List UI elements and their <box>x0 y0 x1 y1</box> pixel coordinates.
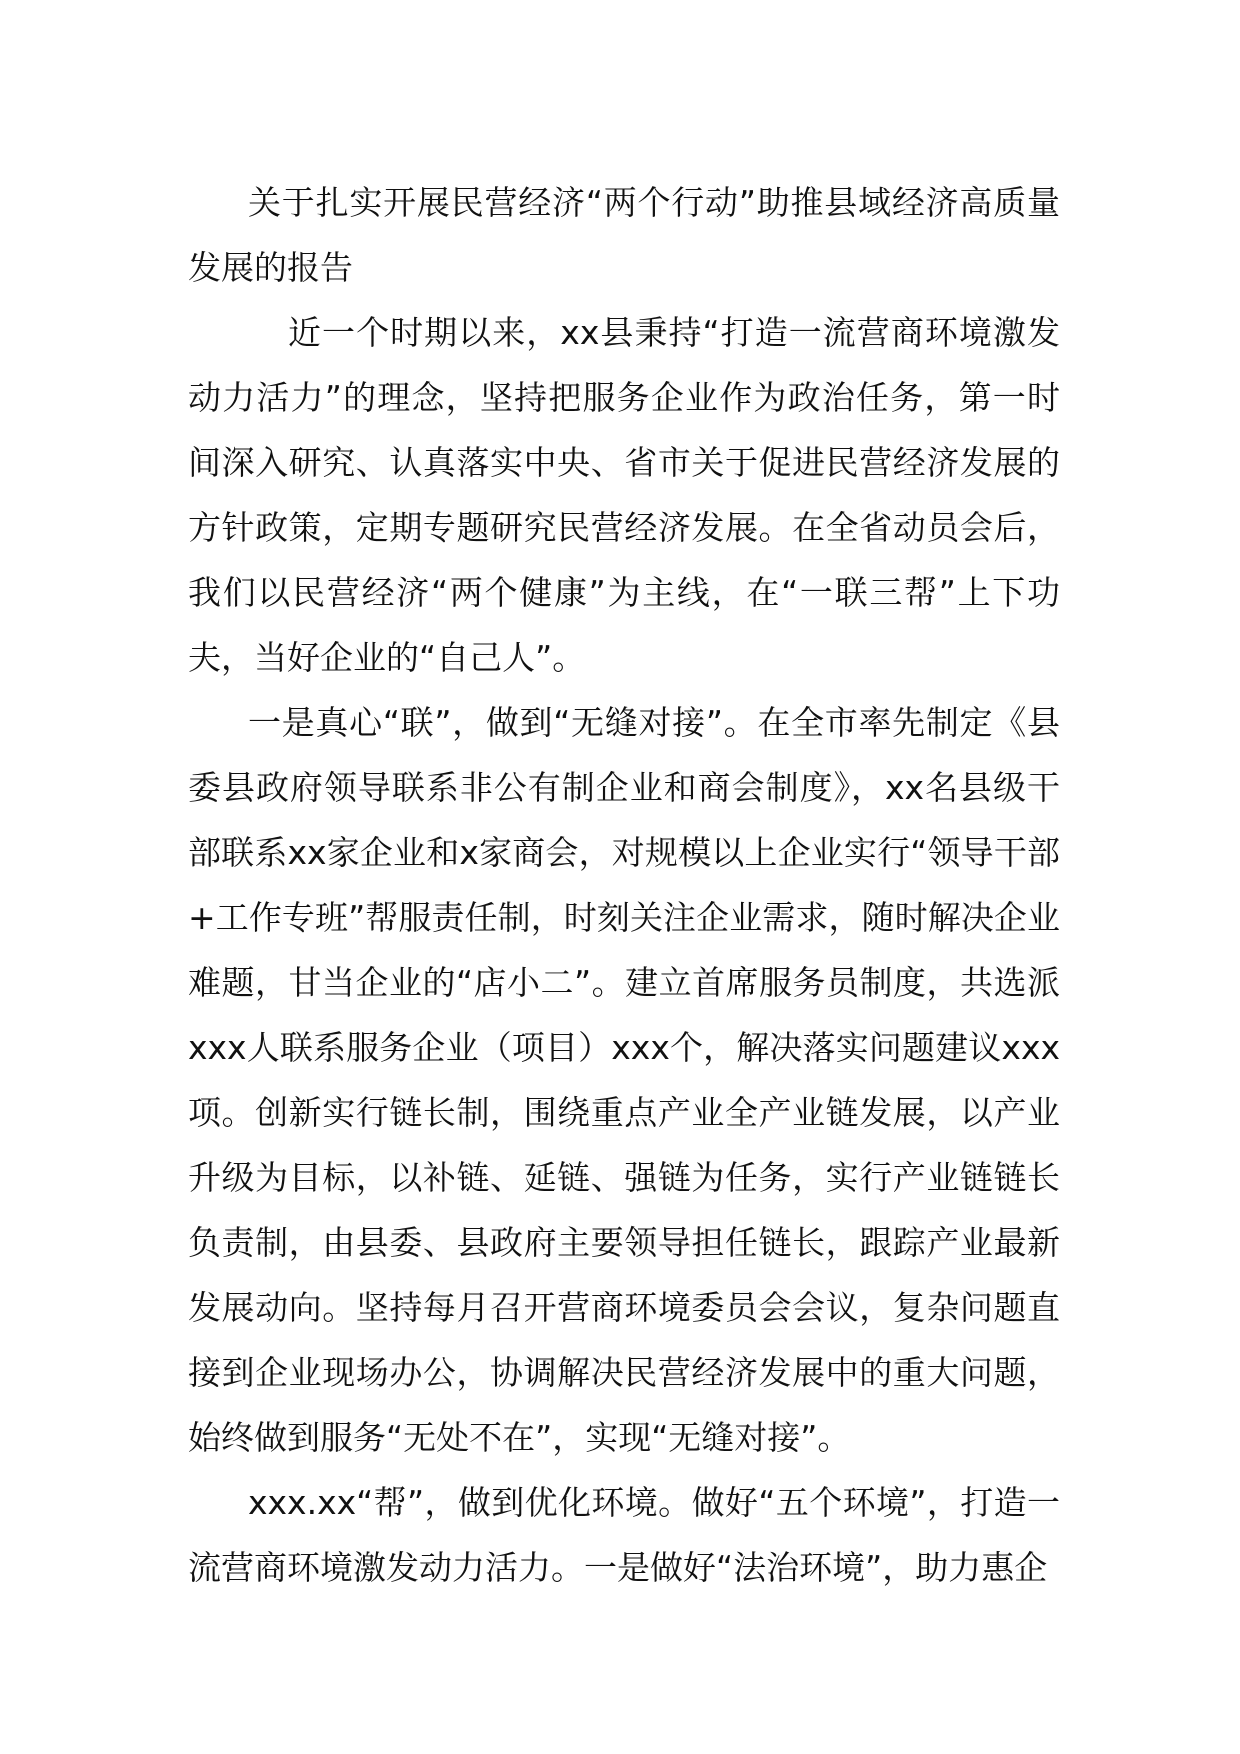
paragraph-intro: 近一个时期以来，xx县秉持“打造一流营商环境激发动力活力”的理念，坚持把服务企业作为政治任务，第一时间深入研究、认真落实中央、省市关于促进民营经济发展的方针政策，定期专题研究民营经济发展。在全省动员会后，我们以民营经济“两个健康”为主线，在“一联三帮”上下功夫，当好企业的“自己人”。 <box>188 313 1060 677</box>
document-title: 关于扎实开展民营经济“两个行动”助推县域经济高质量发展的报告 <box>188 183 1060 287</box>
document-body <box>188 170 1060 1600</box>
paragraph-bang: xxx.xx“帮”，做到优化环境。做好“五个环境”，打造一流营商环境激发动力活力。一是做好“法治环境”，助力惠企 <box>188 1483 1060 1587</box>
paragraph-lian: 一是真心“联”，做到“无缝对接”。在全市率先制定《县委县政府领导联系非公有制企业和商会制度》，xx名县级干部联系xx家企业和x家商会，对规模以上企业实行“领导干部+工作专班”帮服责任制，时刻关注企业需求，随时解决企业难题，甘当企业的“店小二”。建立首席服务员制度，共选派xxx人联系服务企业（项目）xxx个，解决落实问题建议xxx项。创新实行链长制，围绕重点产业全产业链发展，以产业升级为目标，以补链、延链、强链为任务，实行产业链链长负责制，由县委、县政府主要领导担任链长，跟踪产业最新发展动向。坚持每月召开营商环境委员会会议，复杂问题直接到企业现场办公，协调解决民营经济发展中的重大问题，始终做到服务“无处不在”，实现“无缝对接”。 <box>188 703 1060 1457</box>
